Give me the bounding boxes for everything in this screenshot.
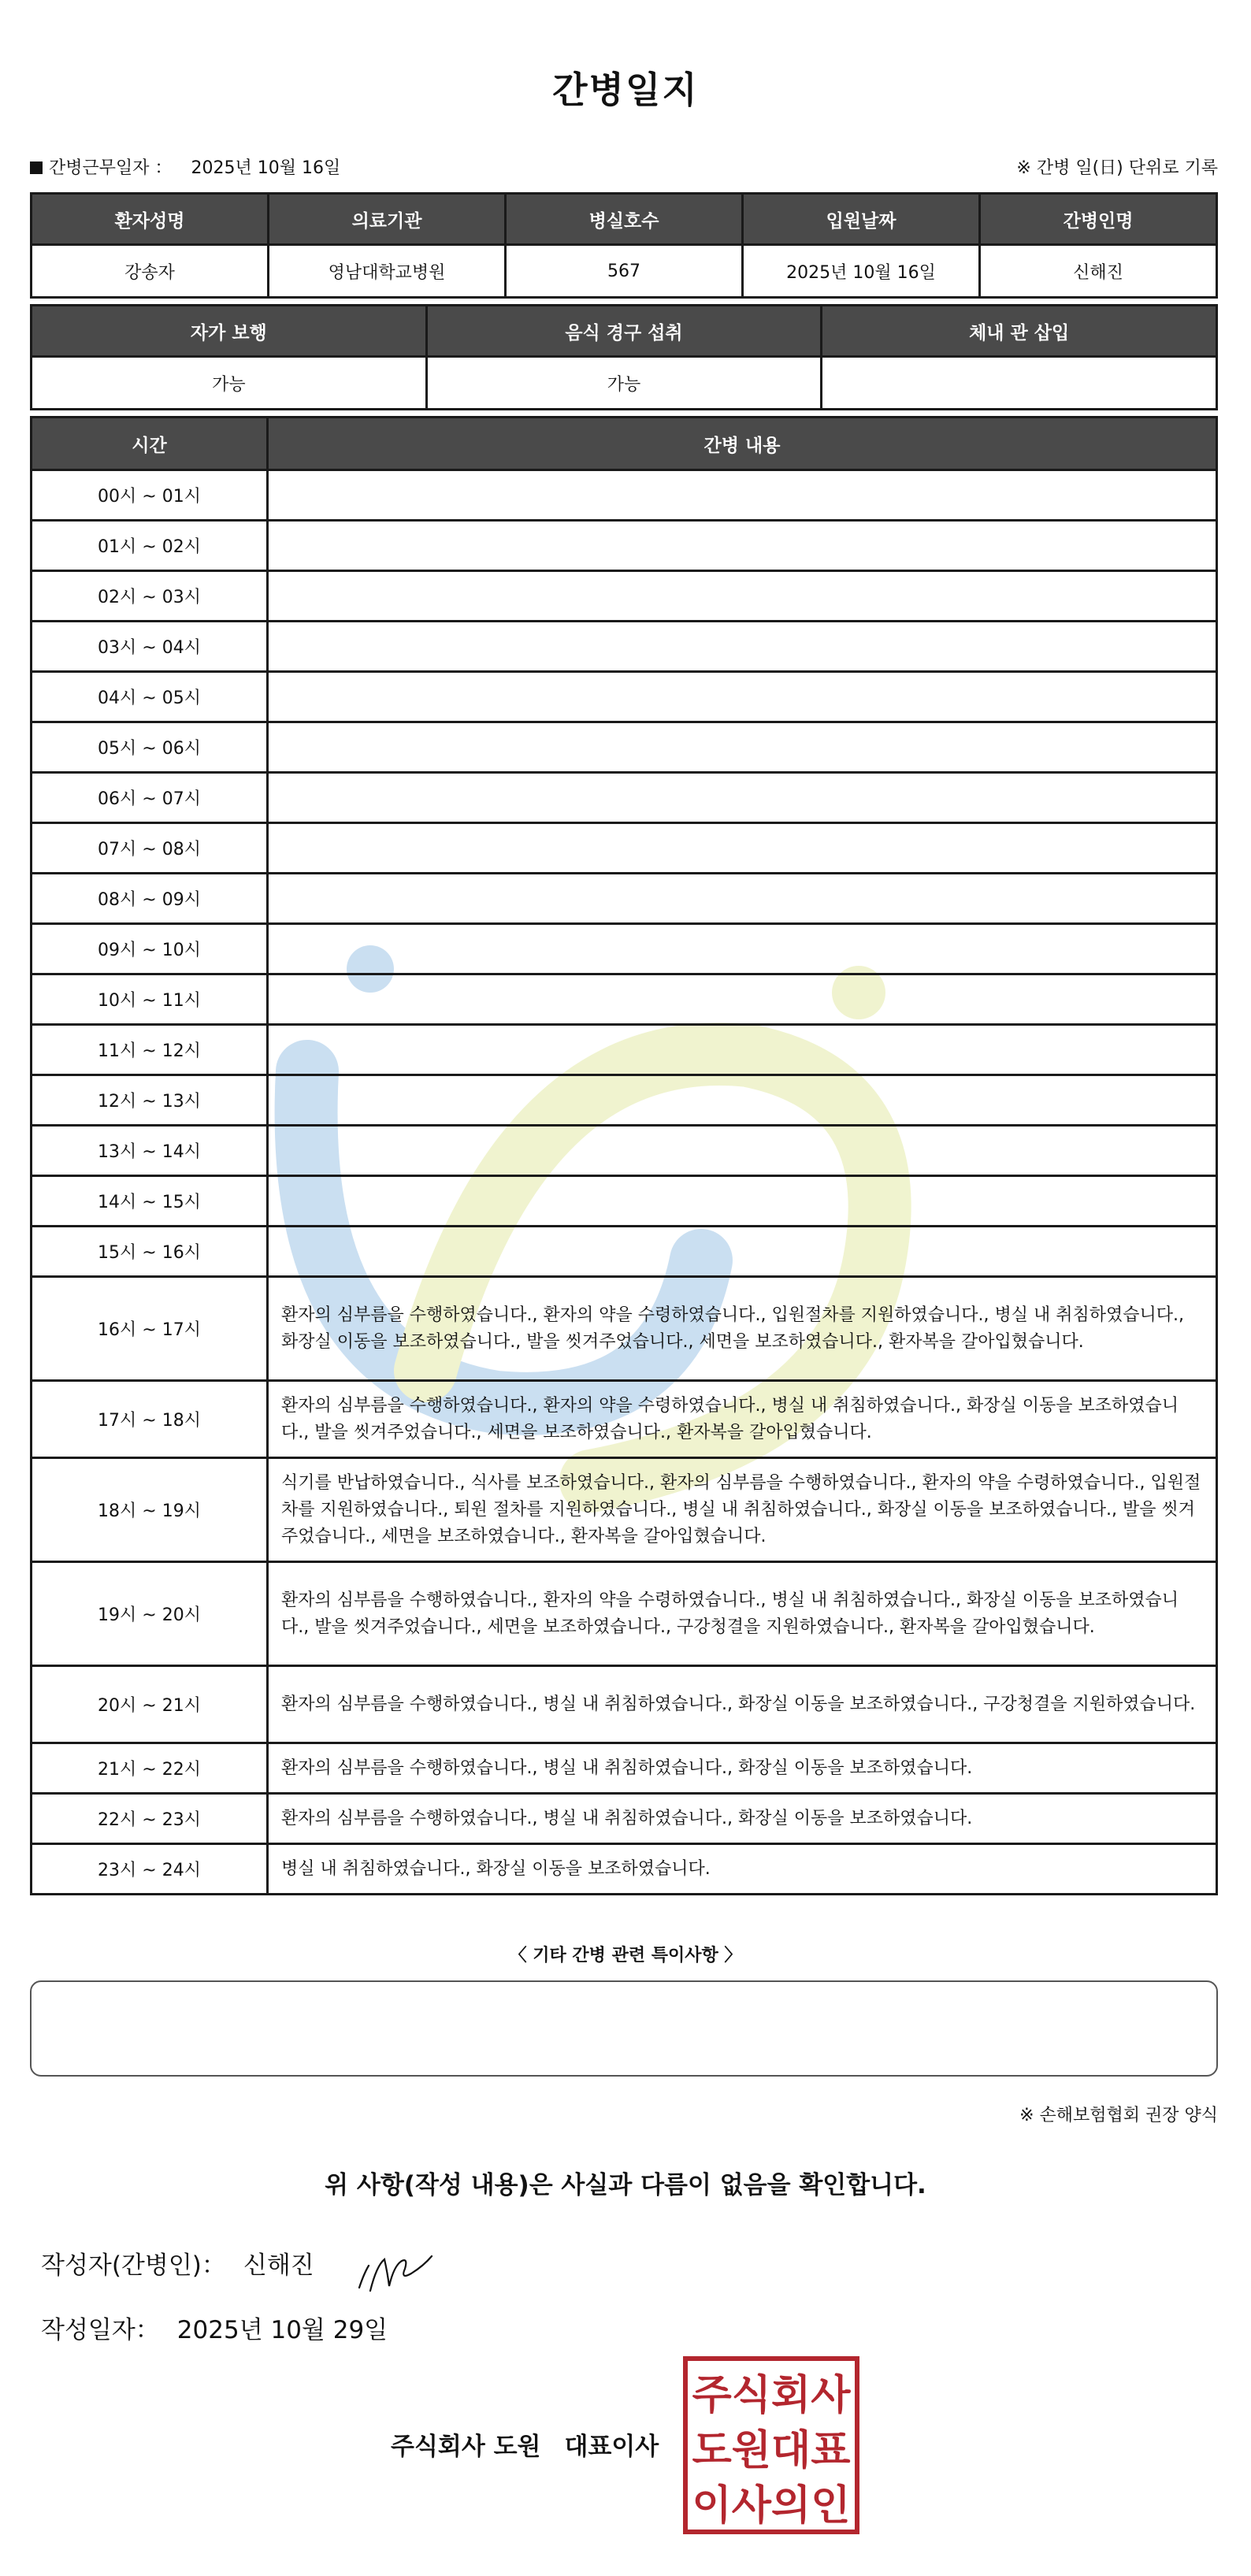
table-row [32,974,1217,1025]
notes-title: 〈 기타 간병 관련 특이사항 〉 [509,1946,742,1965]
care-content-cell [268,622,1217,672]
care-log-table [30,416,1218,1895]
table-row [32,1666,1217,1743]
time-cell: 00시 ~ 01시 [32,470,268,521]
square-bullet-icon [30,161,43,174]
care-content-cell [268,823,1217,874]
time-cell: 14시 ~ 15시 [32,1176,268,1227]
write-date-line [41,2310,388,2345]
unit-note: ※ 간병 일(日) 단위로 기록 [1016,158,1218,178]
seal-line-3: 이사의인 [692,2482,851,2530]
table-row [32,672,1217,722]
seal-line-1: 주식회사 [692,2372,851,2419]
table-row [32,1743,1217,1794]
care-content-cell: 식기를 반납하였습니다., 식사를 보조하였습니다., 환자의 심부름을 수행하였습니다., 환자의 약을 수령하였습니다., 입원절차를 지원하였습니다., 퇴원 절차를 지원하였습니다., 병실 내 취침하였습니다., 화장실 이동을 보조하였습니다., 발을 씻겨주었습니다., 세면을 보조하였습니다., 환자복을 갈아입혔습니다. [268,1458,1217,1562]
company-seal-stamp [682,2355,860,2535]
table-row [32,622,1217,672]
header-self-walking: 자가 보행 [32,306,427,357]
care-content-cell [268,521,1217,571]
work-date-label: 간병근무일자 ： [49,158,173,178]
table-row [32,874,1217,924]
time-cell: 01시 ~ 02시 [32,521,268,571]
write-date-value: 2025년 10월 29일 [176,2316,388,2344]
header-caregiver-name: 간병인명 [980,194,1217,245]
care-content-cell [268,722,1217,773]
table-row [32,1458,1217,1562]
time-cell: 15시 ~ 16시 [32,1227,268,1277]
admission-date: 2025년 10월 16일 [743,245,980,298]
time-cell: 22시 ~ 23시 [32,1794,268,1844]
table-row [32,1126,1217,1176]
work-date-value: 2025년 10월 16일 [191,158,341,178]
patient-info-table [30,192,1218,299]
time-cell: 05시 ~ 06시 [32,722,268,773]
table-row [32,470,1217,521]
table-row [32,1562,1217,1666]
table-row [32,1025,1217,1075]
care-content-cell [268,1227,1217,1277]
header-time: 시간 [32,418,268,470]
writer-label: 작성자(간병인)： [41,2251,226,2280]
care-content-cell [268,672,1217,722]
time-cell: 23시 ~ 24시 [32,1844,268,1895]
care-content-cell [268,874,1217,924]
time-cell: 04시 ~ 05시 [32,672,268,722]
time-cell: 09시 ~ 10시 [32,924,268,974]
caregiver-name: 신해진 [980,245,1217,298]
table-row [32,722,1217,773]
status-header-row [32,306,1217,357]
table-row [32,823,1217,874]
info-value-row [32,245,1217,298]
time-cell: 18시 ~ 19시 [32,1458,268,1562]
representative-title: 대표이사 [564,2433,659,2461]
time-cell: 16시 ~ 17시 [32,1277,268,1381]
table-row [32,1176,1217,1227]
care-content-cell: 환자의 심부름을 수행하였습니다., 환자의 약을 수령하였습니다., 병실 내 취침하였습니다., 화장실 이동을 보조하였습니다., 발을 씻겨주었습니다., 세면을 보조하였습니다., 구강청결을 지원하였습니다., 환자복을 갈아입혔습니다. [268,1562,1217,1666]
oral-intake-value: 가능 [426,357,822,410]
care-content-cell [268,924,1217,974]
care-content-cell: 환자의 심부름을 수행하였습니다., 환자의 약을 수령하였습니다., 입원절차를 지원하였습니다., 병실 내 취침하였습니다., 화장실 이동을 보조하였습니다., 발을 씻겨주었습니다., 세면을 보조하였습니다., 환자복을 갈아입혔습니다. [268,1277,1217,1381]
time-cell: 07시 ~ 08시 [32,823,268,874]
table-row [32,1794,1217,1844]
time-cell: 17시 ~ 18시 [32,1381,268,1458]
writer-line [41,2245,314,2281]
care-content-cell: 병실 내 취침하였습니다., 화장실 이동을 보조하였습니다. [268,1844,1217,1895]
room-number: 567 [506,245,743,298]
writer-name: 신해진 [243,2251,314,2280]
care-content-cell [268,1075,1217,1126]
confirmation-text: 위 사항(작성 내용)은 사실과 다름이 없음을 확인합니다. [325,2171,926,2199]
table-row [32,1227,1217,1277]
recommend-note: ※ 손해보험협회 권장 양식 [1019,2106,1218,2125]
care-content-cell: 환자의 심부름을 수행하였습니다., 병실 내 취침하였습니다., 화장실 이동을 보조하였습니다., 구강청결을 지원하였습니다. [268,1666,1217,1743]
care-content-cell [268,1176,1217,1227]
tube-insertion-value [822,357,1217,410]
table-row [32,1381,1217,1458]
care-content-cell [268,773,1217,823]
handwritten-signature [353,2242,447,2297]
table-row [32,1075,1217,1126]
hospital-name: 영남대학교병원 [269,245,506,298]
care-content-cell [268,974,1217,1025]
table-row [32,1277,1217,1381]
self-walking-value: 가능 [32,357,427,410]
patient-name: 강송자 [32,245,269,298]
table-row [32,773,1217,823]
company-line [391,2426,659,2462]
time-cell: 13시 ~ 14시 [32,1126,268,1176]
header-room-number: 병실호수 [506,194,743,245]
care-content-cell: 환자의 심부름을 수행하였습니다., 환자의 약을 수령하였습니다., 병실 내 취침하였습니다., 화장실 이동을 보조하였습니다., 발을 씻겨주었습니다., 세면을 보조하였습니다., 환자복을 갈아입혔습니다. [268,1381,1217,1458]
time-cell: 20시 ~ 21시 [32,1666,268,1743]
document-title: 간병일지 [552,69,699,111]
time-cell: 19시 ~ 20시 [32,1562,268,1666]
header-patient-name: 환자성명 [32,194,269,245]
table-row [32,521,1217,571]
time-cell: 10시 ~ 11시 [32,974,268,1025]
care-content-cell [268,571,1217,622]
time-cell: 06시 ~ 07시 [32,773,268,823]
time-cell: 12시 ~ 13시 [32,1075,268,1126]
seal-line-2: 도원대표 [692,2427,851,2474]
header-tube-insertion: 체내 관 삽입 [822,306,1217,357]
work-date-line [30,154,340,179]
care-content-cell [268,1126,1217,1176]
care-content-cell [268,1025,1217,1075]
time-cell: 11시 ~ 12시 [32,1025,268,1075]
notes-box [30,1980,1218,2077]
header-care-content: 간병 내용 [268,418,1217,470]
care-content-cell: 환자의 심부름을 수행하였습니다., 병실 내 취침하였습니다., 화장실 이동을 보조하였습니다. [268,1743,1217,1794]
status-value-row [32,357,1217,410]
log-body [32,470,1217,1895]
header-hospital: 의료기관 [269,194,506,245]
header-admission-date: 입원날짜 [743,194,980,245]
table-row [32,1844,1217,1895]
time-cell: 03시 ~ 04시 [32,622,268,672]
log-header-row [32,418,1217,470]
time-cell: 21시 ~ 22시 [32,1743,268,1794]
care-content-cell: 환자의 심부름을 수행하였습니다., 병실 내 취침하였습니다., 화장실 이동을 보조하였습니다. [268,1794,1217,1844]
patient-status-table [30,304,1218,410]
header-oral-intake: 음식 경구 섭취 [426,306,822,357]
company-name: 주식회사 도원 [391,2433,541,2461]
time-cell: 02시 ~ 03시 [32,571,268,622]
time-cell: 08시 ~ 09시 [32,874,268,924]
care-content-cell [268,470,1217,521]
table-row [32,571,1217,622]
table-row [32,924,1217,974]
info-header-row [32,194,1217,245]
write-date-label: 작성일자： [41,2316,160,2344]
